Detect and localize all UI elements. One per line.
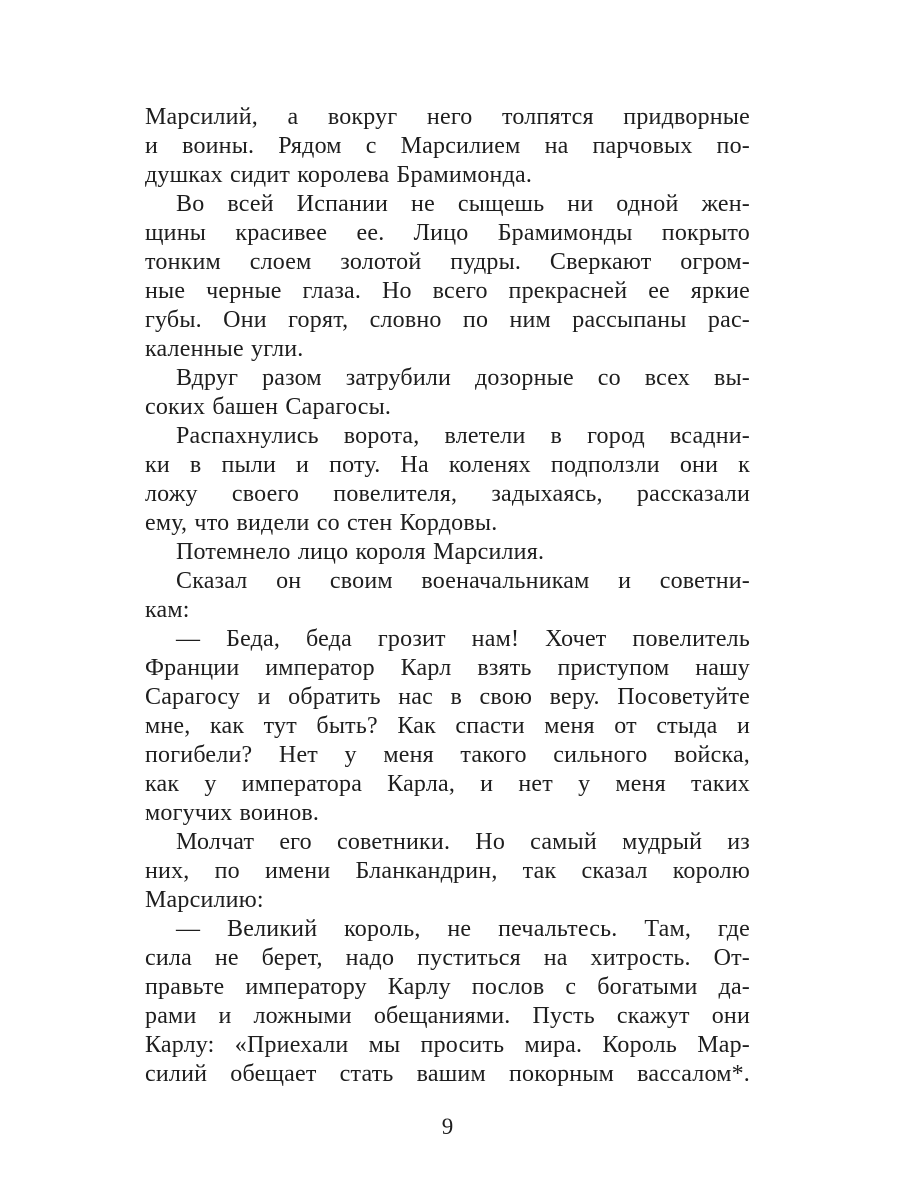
text-block: [145, 103, 750, 1089]
text-line: рами и ложными обещаниями. Пусть скажут они: [145, 1003, 750, 1029]
text-line: правьте императору Карлу послов с богатыми да-: [145, 974, 750, 1000]
text-line: Сказал он своим военачальникам и советни-: [176, 568, 750, 594]
text-line: сила не берет, надо пуститься на хитрость. От-: [145, 945, 750, 971]
text-line: соких башен Сарагосы.: [145, 394, 392, 420]
text-line: и воины. Рядом с Марсилием на парчовых по-: [145, 133, 750, 159]
text-line: как у императора Карла, и нет у меня таких: [145, 771, 750, 797]
text-line: силий обещает стать вашим покорным вассалом*.: [145, 1061, 750, 1087]
text-line: — Беда, беда грозит нам! Хочет повелитель: [176, 626, 750, 652]
text-line: Марсилий, а вокруг него толпятся придворные: [145, 104, 750, 130]
text-line: Молчат его советники. Но самый мудрый из: [176, 829, 750, 855]
text-line: Во всей Испании не сыщешь ни одной жен-: [176, 191, 750, 217]
text-line: Потемнело лицо короля Марсилия.: [176, 539, 545, 565]
text-line: них, по имени Бланкандрин, так сказал королю: [145, 858, 750, 884]
text-line: ные черные глаза. Но всего прекрасней ее яркие: [145, 278, 750, 304]
text-line: Распахнулись ворота, влетели в город всадни-: [176, 423, 750, 449]
text-line: Вдруг разом затрубили дозорные со всех вы-: [176, 365, 750, 391]
text-line: душках сидит королева Брамимонда.: [145, 162, 533, 188]
text-line: ему, что видели со стен Кордовы.: [145, 510, 498, 536]
text-line: Сарагосу и обратить нас в свою веру. Посоветуйте: [145, 684, 750, 710]
text-line: губы. Они горят, словно по ним рассыпаны рас-: [145, 307, 750, 333]
text-line: тонким слоем золотой пудры. Сверкают огром-: [145, 249, 750, 275]
page-number: 9: [441, 1114, 454, 1139]
text-line: кам:: [145, 597, 190, 623]
text-line: мне, как тут быть? Как спасти меня от стыда и: [145, 713, 750, 739]
text-line: — Великий король, не печальтесь. Там, где: [176, 916, 750, 942]
text-line: ложу своего повелителя, задыхаясь, рассказали: [145, 481, 750, 507]
text-line: Марсилию:: [145, 887, 264, 913]
text-line: щины красивее ее. Лицо Брамимонды покрыто: [145, 220, 750, 246]
text-line: Карлу: «Приехали мы просить мира. Король Мар-: [145, 1032, 750, 1058]
text-line: погибели? Нет у меня такого сильного войска,: [145, 742, 750, 768]
text-line: Франции император Карл взять приступом нашу: [145, 655, 750, 681]
text-line: ки в пыли и поту. На коленях подползли они к: [145, 452, 750, 478]
text-line: могучих воинов.: [145, 800, 320, 826]
text-line: каленные угли.: [145, 336, 304, 362]
